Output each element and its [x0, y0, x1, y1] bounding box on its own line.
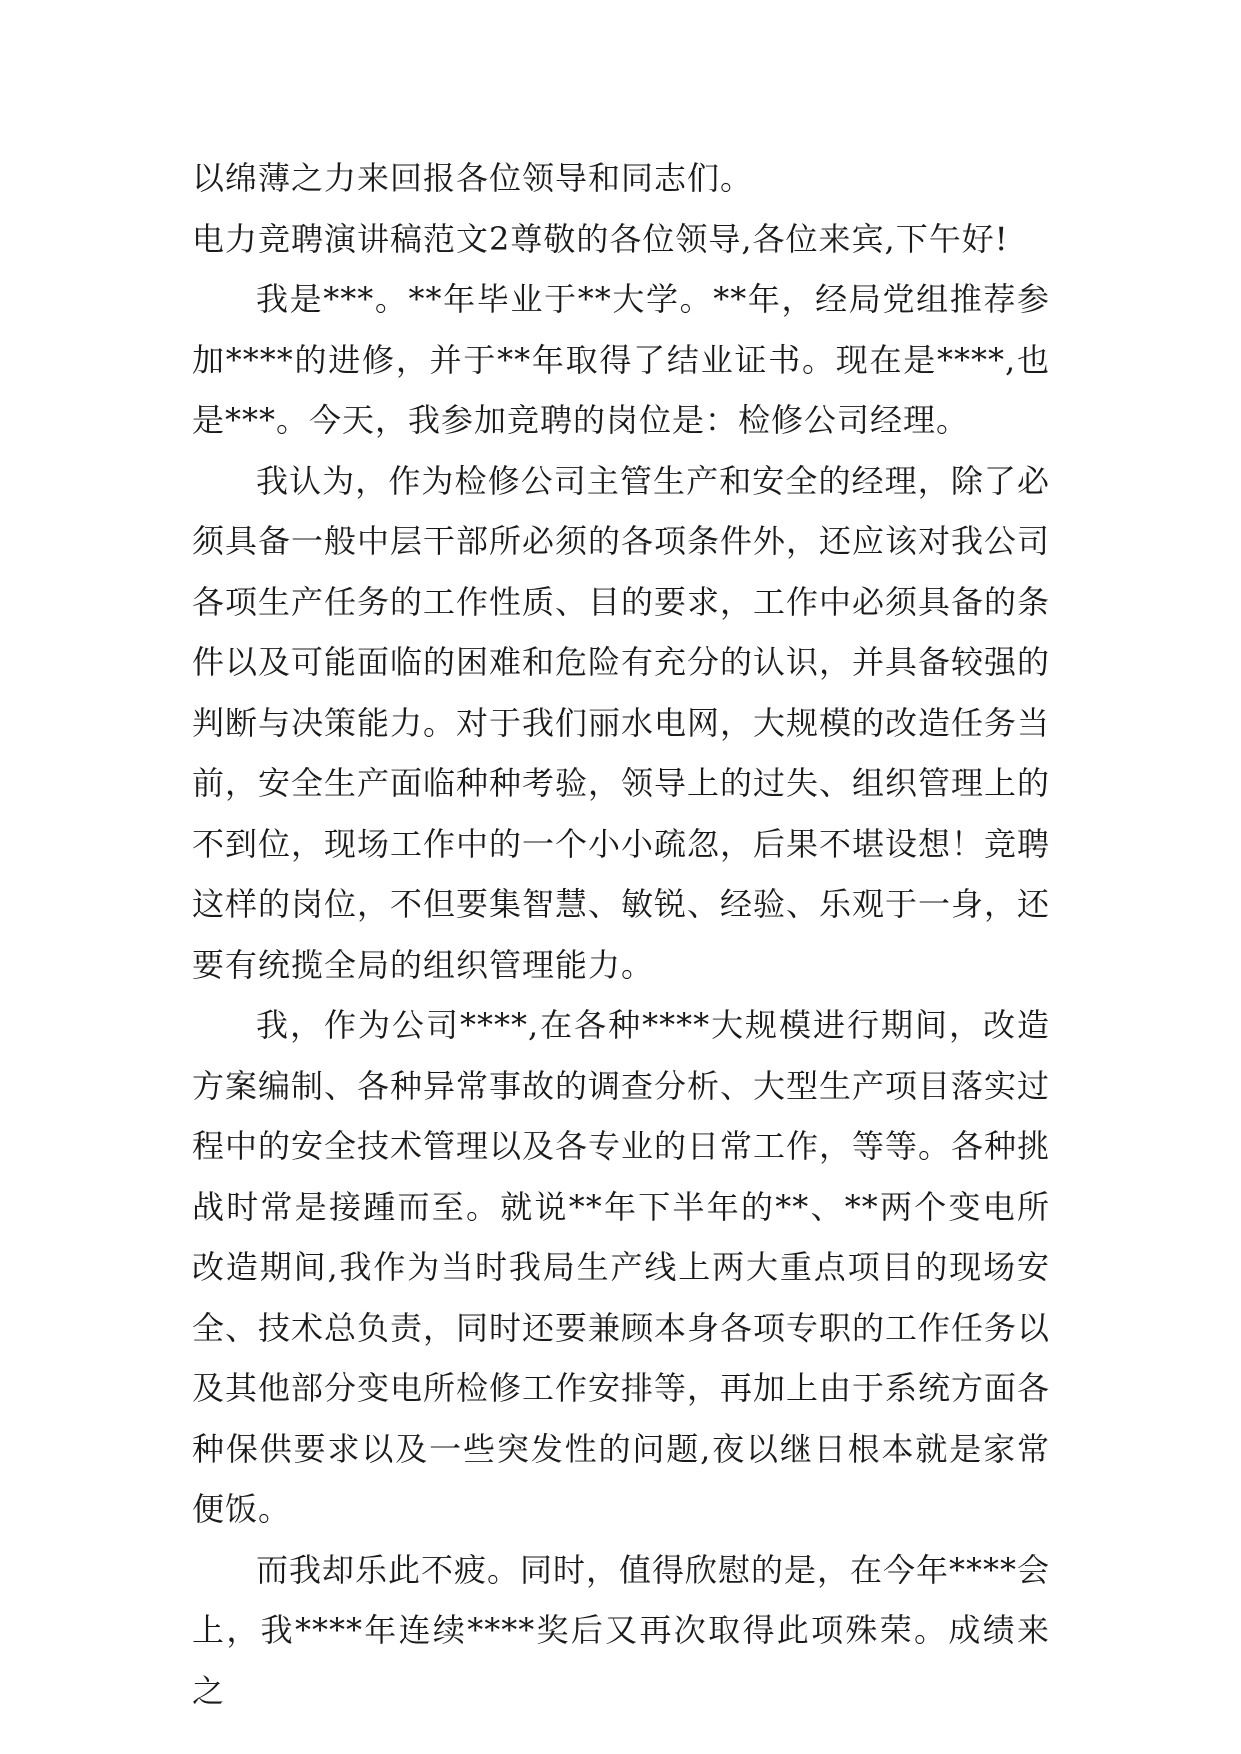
paragraph-4: 我认为，作为检修公司主管生产和安全的经理，除了必须具备一般中层干部所必须的各项条件外，还应该对我公司各项生产任务的工作性质、目的要求，工作中必须具备的条件以及可能面临的困难和危险有充分的认识，并具备较强的判断与决策能力。对于我们丽水电网，大规模的改造任务当前，安全生产面临种种考验，领导上的过失、组织管理上的不到位，现场工作中的一个小小疏忽，后果不堪设想！竞聘这样的岗位，不但要集智慧、敏锐、经验、乐观于一身，还要有统揽全局的组织管理能力。 — [192, 461, 1051, 984]
paragraph-3: 我是***。**年毕业于**大学。**年，经局党组推荐参加****的进修，并于**年取得了结业证书。现在是****,也是***。今天，我参加竞聘的岗位是：检修公司经理。 — [192, 280, 1050, 439]
paragraph-2: 电力竞聘演讲稿范文2尊敬的各位领导,各位来宾,下午好! — [192, 219, 1009, 258]
paragraph-6: 而我却乐此不疲。同时，值得欣慰的是，在今年****会上，我****年连续****奖后又再次取得此项殊荣。成绩来之 — [192, 1550, 1051, 1710]
document-body — [192, 148, 1050, 1721]
paragraph-1: 以绵薄之力来回报各位领导和同志们。 — [192, 159, 754, 197]
paragraph-5: 我，作为公司****,在各种****大规模进行期间，改造方案编制、各种异常事故的调查分析、大型生产项目落实过程中的安全技术管理以及各专业的日常工作，等等。各种挑战时常是接踵而至。就说**年下半年的**、**两个变电所改造期间,我作为当时我局生产线上两大重点项目的现场安全、技术总负责，同时还要兼顾本身各项专职的工作任务以及其他部分变电所检修工作安排等，再加上由于系统方面各种保供要求以及一些突发性的问题,夜以继日根本就是家常便饭。 — [192, 1006, 1051, 1528]
